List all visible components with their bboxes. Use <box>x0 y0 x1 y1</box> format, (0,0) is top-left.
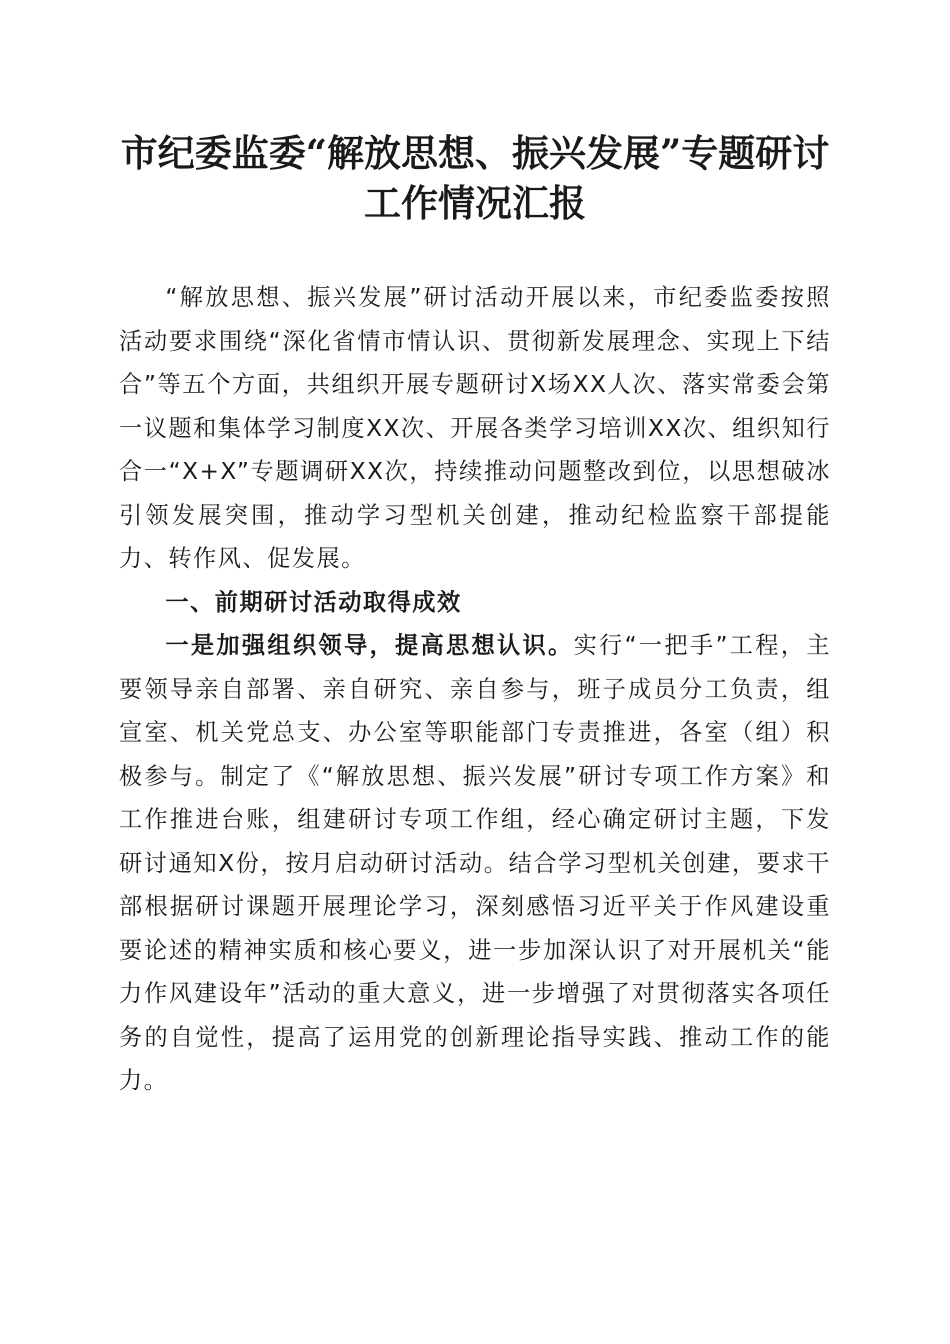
section-1-heading: 一、前期研讨活动取得成效 <box>165 588 462 616</box>
section-1-paragraph-1 <box>119 624 831 1103</box>
title-line-2: 工作情况汇报 <box>364 181 586 225</box>
paragraph-lead-sentence: 一是加强组织领导，提高思想认识。 <box>165 632 574 659</box>
document-title <box>60 128 890 228</box>
title-line-1: 市纪委监委“解放思想、振兴发展”专题研讨 <box>120 131 830 175</box>
paragraph-body-text: 实行“一把手”工程，主要领导亲自部署、亲自研究、亲自参与，班子成员分工负责，组宣室、机关党总支、办公室等职能部门专责推进，各室（组）积极参与。制定了《“解放思想、振兴发展”研讨专项工作方案》和工作推进台账，组建研讨专项工作组，经心确定研讨主题，下发研讨通知X份，按月启动研讨活动。结合学习型机关创建，要求干部根据研讨课题开展理论学习，深刻感悟习近平关于作风建设重要论述的精神实质和核心要义，进一步加深认识了对开展机关“能力作风建设年”活动的重大意义，进一步增强了对贯彻落实各项任务的自觉性，提高了运用党的创新理论指导实践、推动工作的能力。 <box>119 632 832 1094</box>
document-body <box>119 276 831 1103</box>
intro-paragraph: “解放思想、振兴发展”研讨活动开展以来，市纪委监委按照活动要求围绕“深化省情市情认识、贯彻新发展理念、实现上下结合”等五个方面，共组织开展专题研讨X场XX人次、落实常委会第一议题和集体学习制度XX次、开展各类学习培训XX次、组织知行合一“X+X”专题调研XX次，持续推动问题整改到位，以思想破冰引领发展突围，推动学习型机关创建，推动纪检监察干部提能力、转作风、促发展。 <box>119 284 831 572</box>
